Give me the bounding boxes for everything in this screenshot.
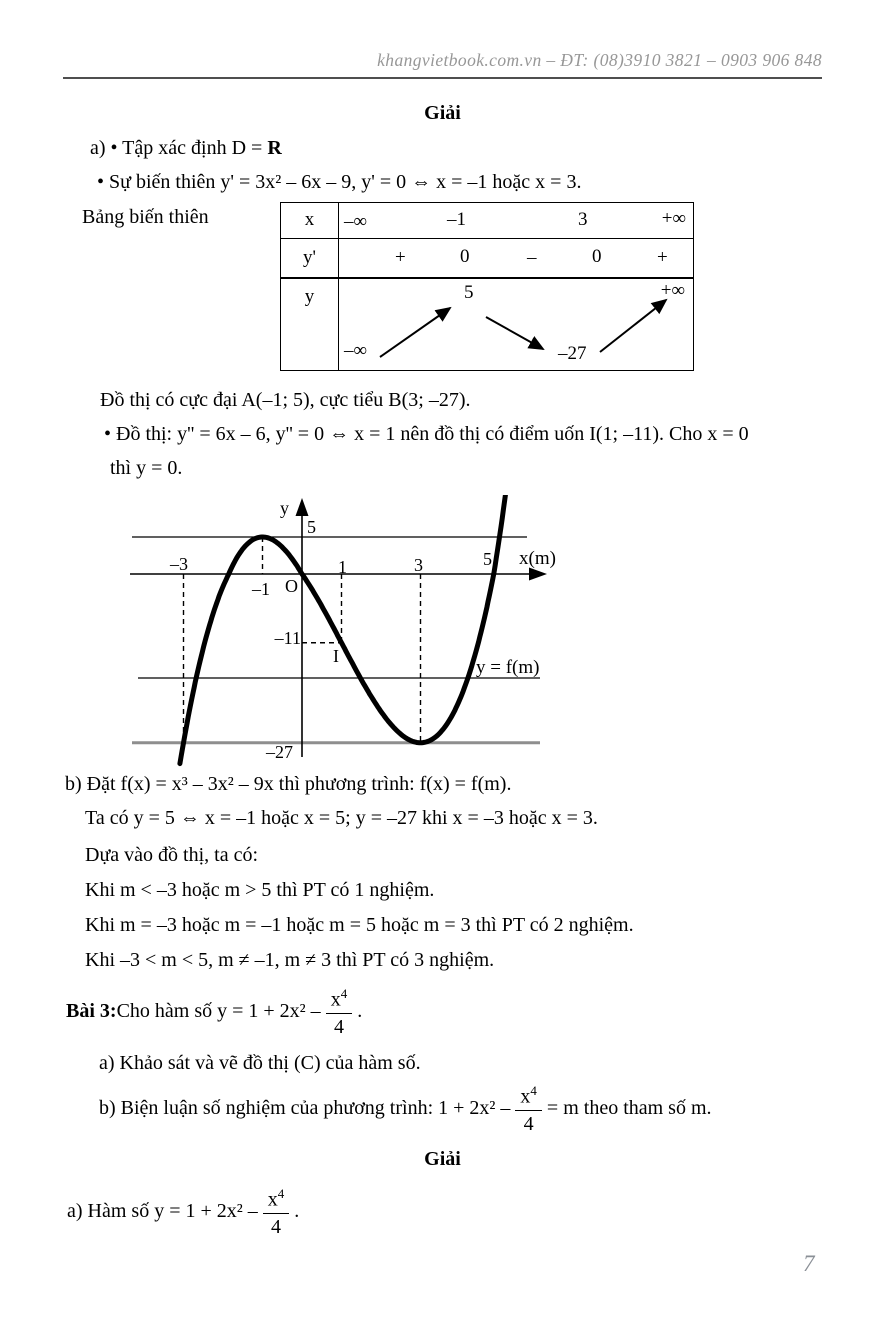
fraction-numerator: $x^4$ [326,985,353,1014]
partb-line4: Khi m < –3 hoặc m > 5 thì PT có 1 nghiệm. [85,879,435,901]
solution2-line-a: a) Hàm số y = 1 + 2x² – $\frac{x^4}{4}$ . [67,1186,300,1238]
arrow-up-icon [600,300,666,352]
x-value: +∞ [661,208,686,229]
problem3-statement: Bài 3: Cho hàm số y = 1 + 2x² – $\frac{x^4}{4}$ . [66,986,363,1038]
x-axis-label: x(m) [519,548,556,569]
variation-table [280,202,694,371]
partb-line1: b) Đặt f(x) = x³ – 3x² – 9x thì phương trình: f(x) = f(m). [65,773,512,795]
fraction-denominator: 4 [523,1112,534,1135]
site-header: khangvietbook.com.vn – ĐT: (08)3910 3821 – 0903 906 848 [377,50,822,70]
problem3-label: Bài 3: [66,999,117,1022]
fraction-denominator: 4 [333,1015,344,1038]
y-max-value: 5 [464,282,474,303]
problem3-item-b: b) Biện luận số nghiệm của phương trình: 1 + 2x² – $\frac{x^4}{4}$ = m theo tham số m. [99,1083,712,1135]
x-tick-1: 1 [338,557,347,577]
x-tick-neg1: –1 [252,579,270,599]
x-tick-5: 5 [483,549,492,569]
fraction-numerator: $x^4$ [263,1185,290,1214]
graph-canvas [125,495,570,770]
fraction-numerator: $x^4$ [515,1082,542,1111]
fraction-x4-over-4 [263,1185,290,1238]
y-axis-label: y [280,498,289,518]
variation-arrows [338,277,695,372]
set-R: R [267,137,282,159]
row-y-header: y [304,286,315,307]
arrow-down-icon [486,317,543,349]
arrow-up-icon [380,308,450,357]
header-rule [63,77,822,79]
table-row-separator-1 [281,238,693,239]
page-number: 7 [803,1251,815,1276]
row-x-header: x [304,209,315,230]
y-min-value: –27 [558,343,587,364]
fraction-denominator: 4 [271,1215,282,1238]
inflection-line: • Đồ thị: y'' = 6x – 6, y'' = 0 ⇔ x = 1 nên đồ thị có điểm uốn I(1; –11). Cho x = 0 [104,423,749,445]
yprime-zero: 0 [592,246,602,267]
table-caption: Bảng biến thiên [82,206,209,228]
cubic-graph [125,495,570,770]
variation-line: • Sự biến thiên y' = 3x² – 6x – 9, y' = 0 ⇔ x = –1 hoặc x = 3. [97,171,582,193]
row-yprime-header: y' [303,247,316,268]
yprime-sign: + [395,247,406,268]
fm-line-label: y = f(m) [476,657,540,678]
x-tick-neg3: –3 [170,554,188,574]
partb-line5: Khi m = –3 hoặc m = –1 hoặc m = 5 hoặc m = 3 thì PT có 2 nghiệm. [85,914,634,936]
partb-line6: Khi –3 < m < 5, m ≠ –1, m ≠ 3 thì PT có 3 nghiệm. [85,949,495,971]
inflection-line-2: thì y = 0. [110,457,183,479]
solution-heading: Giải [424,102,461,124]
origin-label: O [285,576,298,596]
y-limit-minus-inf: –∞ [344,340,368,361]
fraction-x4-over-4 [326,985,353,1038]
y-tick-neg11: –11 [274,628,301,648]
yprime-sign: + [657,247,668,268]
x-value: –∞ [344,211,368,232]
problem3-item-a: a) Khảo sát và vẽ đồ thị (C) của hàm số. [99,1052,421,1074]
domain-line: a) • Tập xác định D = R [90,137,282,159]
x-tick-3: 3 [414,555,423,575]
partb-line3: Dựa vào đồ thị, ta có: [85,844,259,866]
yprime-sign: – [527,247,537,268]
extrema-line: Đồ thị có cực đại A(–1; 5), cực tiểu B(3; –27). [100,389,471,411]
partb-line2: Ta có y = 5 ⇔ x = –1 hoặc x = 5; y = –27 khi x = –3 hoặc x = 3. [85,807,598,829]
x-value: 3 [578,209,588,230]
solution2-heading: Giải [424,1148,461,1170]
y-limit-plus-inf: +∞ [660,280,685,301]
yprime-zero: 0 [460,246,470,267]
inflection-point-label: I [333,646,339,666]
x-value: –1 [447,209,466,230]
y-tick-neg27: –27 [266,742,293,762]
y-tick-5: 5 [307,517,316,537]
fraction-x4-over-4 [515,1082,542,1135]
